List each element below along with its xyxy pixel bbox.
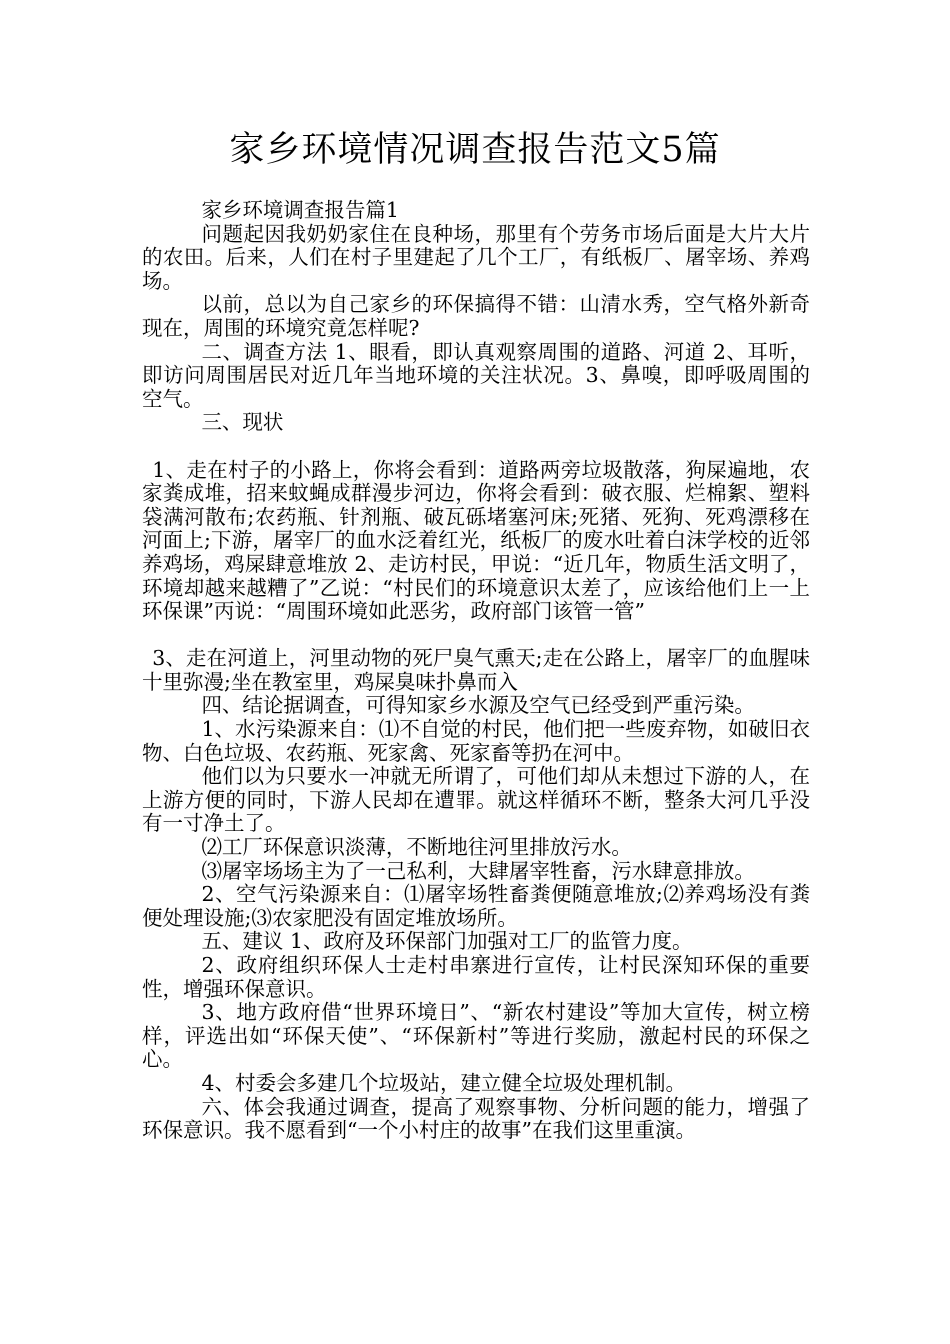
body-paragraph: ⑶屠宰场场主为了一己私利，大肆屠宰牲畜，污水肆意排放。 <box>201 858 755 883</box>
document-body <box>142 199 810 1143</box>
body-paragraph: 他们以为只要水一冲就无所谓了，可他们却从未想过下游的人，在上游方便的同时，下游人民却在遭罪。就这样循环不断，整条大河几乎没有一寸净土了。 <box>142 764 810 836</box>
blank-line <box>142 624 810 648</box>
body-paragraph: 以前，总以为自己家乡的环保搞得不错：山清水秀，空气格外新奇现在，周围的环境究竟怎样呢? <box>142 292 810 340</box>
blank-line <box>142 435 810 459</box>
body-paragraph: 问题起因我奶奶家住在良种场，那里有个劳务市场后面是大片大片的农田。后来，人们在村子里建起了几个工厂，有纸板厂、屠宰场、养鸡场。 <box>142 221 810 293</box>
body-paragraph: 六、体会我通过调查，提高了观察事物、分析问题的能力，增强了环保意识。我不愿看到“一个小村庄的故事”在我们这里重演。 <box>142 1094 810 1143</box>
body-paragraph: 2、空气污染源来自：⑴屠宰场牲畜粪便随意堆放;⑵养鸡场没有粪便处理设施;⑶农家肥没有固定堆放场所。 <box>142 882 810 930</box>
body-paragraph: 家乡环境调查报告篇1 <box>201 198 399 222</box>
body-paragraph: ⑵工厂环保意识淡薄，不断地往河里排放污水。 <box>201 835 632 860</box>
body-paragraph: 四、结论据调查，可得知家乡水源及空气已经受到严重污染。 <box>201 693 755 718</box>
page-title: 家乡环境情况调查报告范文5篇 <box>229 130 721 170</box>
body-paragraph: 3、地方政府借“世界环境日”、“新农村建设”等加大宣传，树立榜样，评选出如“环保天使”、“环保新村”等进行奖励，激起村民的环保之心。 <box>142 1000 810 1072</box>
body-paragraph: 1、走在村子的小路上，你将会看到：道路两旁垃圾散落，狗屎遍地，农家粪成堆，招来蚊蝇成群漫步河边，你将会看到：破衣服、烂棉絮、塑料袋满河散布;农药瓶、针剂瓶、破瓦砾堵塞河床;死猪、死狗、死鸡漂移在河面上;下游，屠宰厂的血水泛着红光，纸板厂的废水吐着白沫学校的近邻养鸡场，鸡屎肆意堆放 2、走访村民，甲说：“近几年，物质生活文明了，环境却越来越糟了”乙说：“村民们的环境意识太差了，应该给他们上一上环保课”丙说：“周围环境如此恶劣，政府部门该管一管” <box>142 457 810 624</box>
body-paragraph: 五、建议 1、政府及环保部门加强对工厂的监管力度。 <box>201 929 693 954</box>
body-paragraph: 1、水污染源来自：⑴不自觉的村民，他们把一些废弃物，如破旧衣物、白色垃圾、农药瓶、死家禽、死家畜等扔在河中。 <box>142 717 810 765</box>
body-paragraph: 4、村委会多建几个垃圾站，建立健全垃圾处理机制。 <box>201 1070 686 1095</box>
body-paragraph: 2、政府组织环保人士走村串寨进行宣传，让村民深知环保的重要性，增强环保意识。 <box>142 953 810 1001</box>
body-paragraph: 3、走在河道上，河里动物的死尸臭气熏天;走在公路上，屠宰厂的血腥味十里弥漫;坐在教室里，鸡屎臭味扑鼻而入 <box>142 646 810 694</box>
body-paragraph: 三、现状 <box>201 410 284 435</box>
body-paragraph: 二、调查方法 1、眼看，即认真观察周围的道路、河道 2、耳听，即访问周围居民对近几年当地环境的关注状况。3、鼻嗅，即呼吸周围的空气。 <box>142 339 810 411</box>
